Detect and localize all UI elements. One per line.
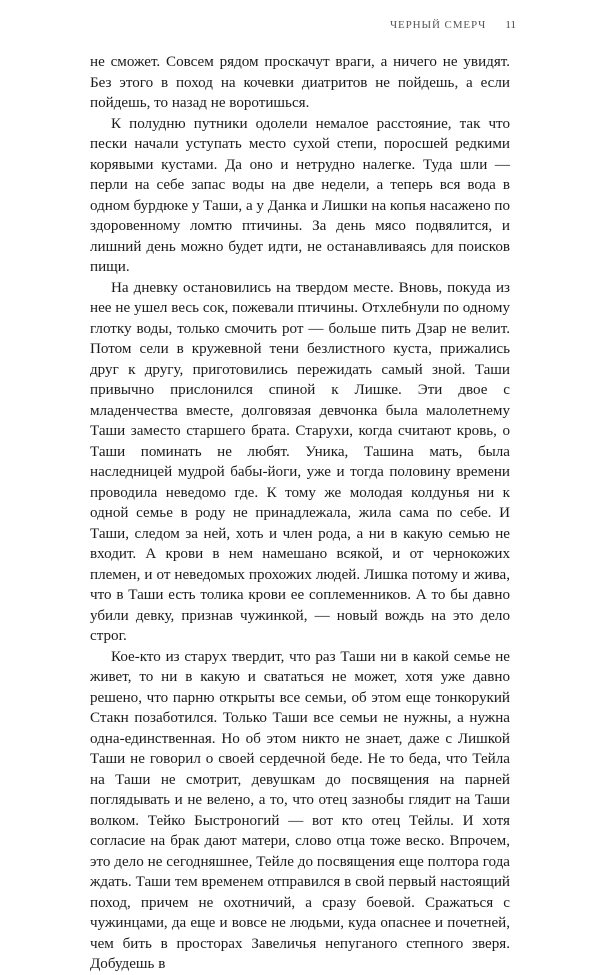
body-text: [90, 52, 510, 975]
running-header: [390, 19, 516, 35]
page-number: 11: [505, 19, 516, 31]
paragraph-continued: не сможет. Совсем рядом проскачут враги, а ничего не увидят. Без этого в поход на кочевки диатритов не пойдешь, а если пойдешь, то назад не воротишься.: [90, 54, 510, 111]
paragraph: На дневку остановились на твердом месте. Вновь, покуда из нее не ушел весь сок, пожевали птичины. Отхлебнули по одному глотку воды, только смочить рот — больше пить Дзар не велит. Потом сели в кружевной тени безлистного куста, прижались друг к другу, приготовились пережидать самый зной. Таши привычно прислонился спиной к Лишке. Эти двое с младенчества вместе, долговязая девчонка была малолетнему Таши заместо старшего брата. Старухи, когда считают кровь, о Таши поминать не любят. Уника, Ташина мать, была наследницей мудрой бабы-йоги, уже и тогда половину времени проводила неведомо где. К тому же молодая колдунья ни к одной семье в роду не принадлежала, жила сама по себе. И Таши, следом за ней, хоть и член рода, а ни в какую семью не входит. А крови в нем намешано всякой, и от чернокожих племен, и от неведомых прохожих людей. Лишка потому и жива, что в Таши есть толика крови ее соплеменников. А то бы давно убили девку, признав чужинкой, — новый вождь на это дело строг.: [90, 279, 510, 644]
paragraph: Кое-кто из старух твердит, что раз Таши ни в какой семье не живет, то ни в какую и свататься не может, хотя уже давно решено, что парню открыты все семьи, об этом еще тонкорукий Стакн позаботился. Только Таши все семьи не нужны, а нужна одна-единственная. Но об этом никто не знает, даже с Лишкой Таши не говорил о своей сердечной беде. Не то беда, что Тейла на Таши не смотрит, девушкам до посвящения на парней поглядывать и не велено, а то, что отец зазнобы глядит на Таши волком. Тейко Быстроногий — вот кто отец Тейлы. И хотя согласие на брак дают матери, слово отца тоже веско. Впрочем, это дело не сегодняшнее, Тейле до посвящения еще полтора года ждать. Таши тем временем отправился в свой первый настоящий поход, причем не охотничий, а сразу боевой. Сражаться с чужинцами, да еще и вовсе не людьми, куда опаснее и почетней, чем бить в просторах Завеличья непуганого степного зверя. Добудешь в: [90, 648, 510, 972]
running-title: ЧЕРНЫЙ СМЕРЧ: [390, 19, 487, 31]
paragraph: К полудню путники одолели немалое расстояние, так что пески начали уступать место сухой степи, поросшей редкими корявыми кустами. Да оно и нетрудно налегке. Туда шли — перли на себе запас воды на две недели, а теперь вся вода в одном бурдюке у Таши, а у Данка и Лишки на копья насажено по здоровенному ломтю птичины. За день мясо подвялится, и лишний день можно будет идти, не останавливаясь для поисков пищи.: [90, 115, 511, 275]
